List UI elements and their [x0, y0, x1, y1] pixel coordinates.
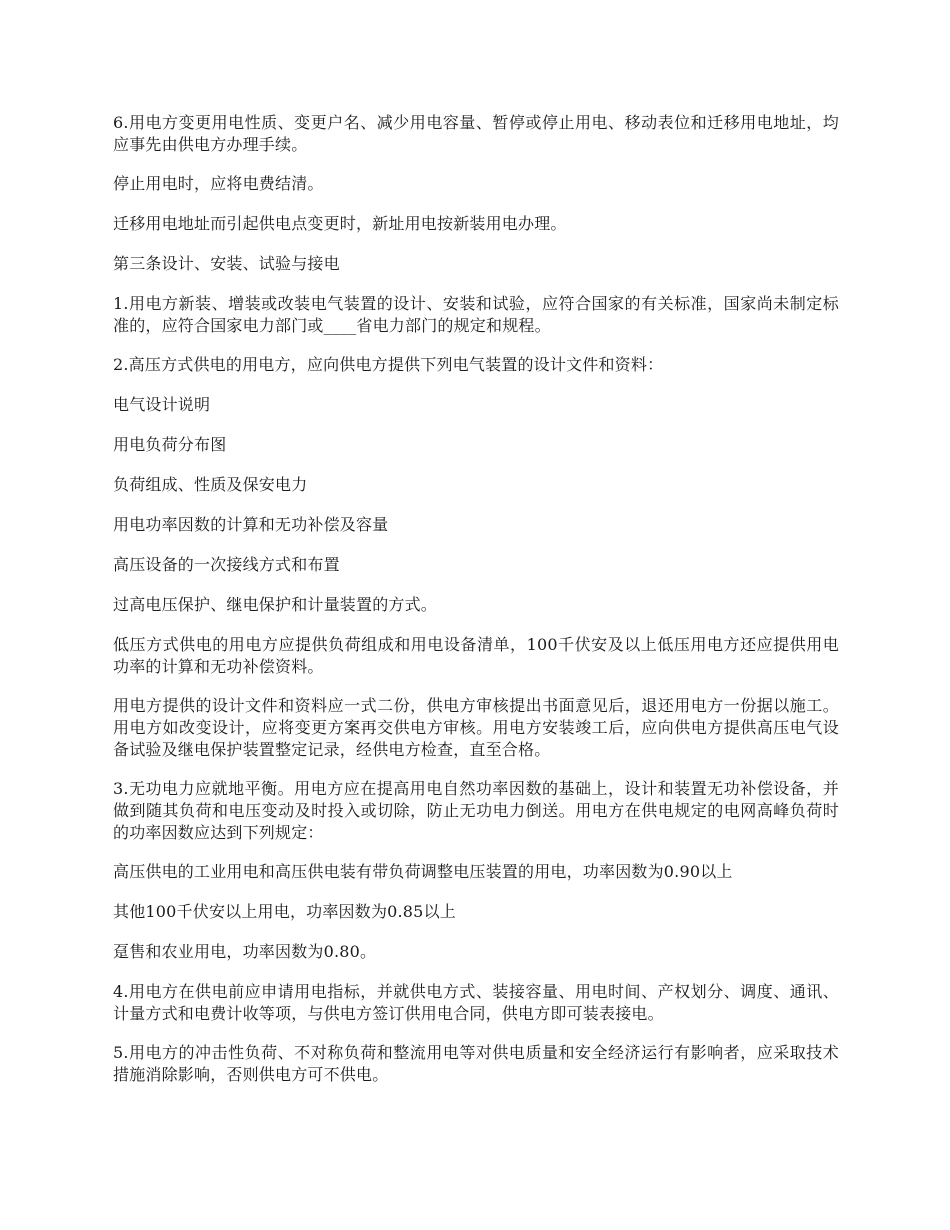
- paragraph-relocation: 迁移用电地址而引起供电点变更时，新址用电按新装用电办理。: [113, 214, 567, 233]
- paragraph-2-hv-documents: 2.高压方式供电的用电方，应向供电方提供下列电气装置的设计文件和资料：: [113, 355, 664, 374]
- list-item-pf-085: 其他100千伏安以上用电，功率因数为0.85以上: [113, 902, 456, 921]
- paragraph-3-reactive-power: 3.无功电力应就地平衡。用电方应在提高用电自然功率因数的基础上，设计和装置无功补偿设备，并做到随其负荷和电压变动及时投入或切除，防止无功电力倒送。用电方在供电规定的电网高峰负荷时的功率因数应达到下列规定：: [113, 779, 839, 842]
- list-item-protection: 过高电压保护、继电保护和计量装置的方式。: [113, 595, 438, 614]
- paragraph-5-impact-loads: 5.用电方的冲击性负荷、不对称负荷和整流用电等对供电质量和安全经济运行有影响者，应采取技术措施消除影响，否则供电方可不供电。: [113, 1043, 839, 1084]
- section-heading-article-3: 第三条设计、安装、试验与接电: [113, 254, 340, 273]
- document-page: [113, 112, 839, 1103]
- paragraph-6-change-procedures: 6.用电方变更用电性质、变更户名、减少用电容量、暂停或停止用电、移动表位和迁移用电地址，均应事先由供电方办理手续。: [113, 113, 839, 154]
- list-item-load-distribution: 用电负荷分布图: [113, 435, 227, 454]
- list-item-pf-080: 趸售和农业用电，功率因数为0.80。: [113, 942, 377, 961]
- list-item-load-composition: 负荷组成、性质及保安电力: [113, 475, 308, 494]
- paragraph-document-review: 用电方提供的设计文件和资料应一式二份，供电方审核提出书面意见后，退还用电方一份据以施工。用电方如改变设计，应将变更方案再交供电方审核。用电方安装竣工后，应向供电方提供高压电气设备试验及继电保护装置整定记录，经供电方检查，直至合格。: [113, 696, 839, 759]
- list-item-power-factor: 用电功率因数的计算和无功补偿及容量: [113, 515, 389, 534]
- list-item-design-description: 电气设计说明: [113, 395, 211, 414]
- paragraph-stop-settle: 停止用电时，应将电费结清。: [113, 174, 324, 193]
- paragraph-4-application: 4.用电方在供电前应申请用电指标，并就供电方式、装接容量、用电时间、产权划分、调度、通讯、计量方式和电费计收等项，与供电方签订供用电合同，供电方即可装表接电。: [113, 982, 839, 1023]
- list-item-pf-090: 高压供电的工业用电和高压供电装有带负荷调整电压装置的用电，功率因数为0.90以上: [113, 862, 733, 881]
- list-item-hv-wiring: 高压设备的一次接线方式和布置: [113, 555, 340, 574]
- paragraph-lv-supply: 低压方式供电的用电方应提供负荷组成和用电设备清单，100千伏安及以上低压用电方还应提供用电功率的计算和无功补偿资料。: [113, 635, 839, 676]
- paragraph-1-standards: 1.用电方新装、增装或改装电气装置的设计、安装和试验，应符合国家的有关标准，国家尚未制定标准的，应符合国家电力部门或____省电力部门的规定和规程。: [113, 294, 839, 335]
